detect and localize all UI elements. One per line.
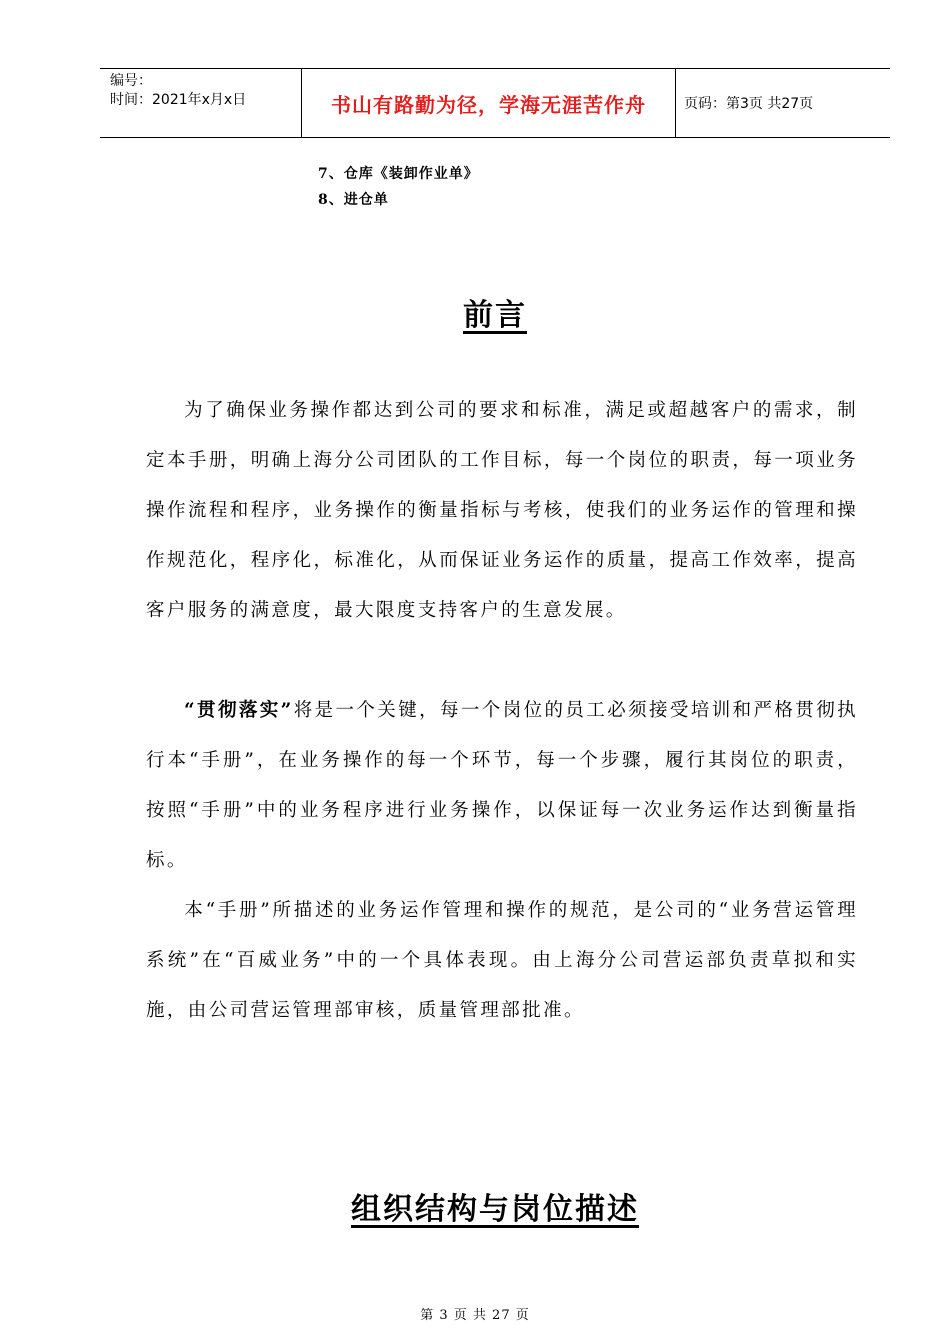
motto-text: 书山有路勤为径，学海无涯苦作舟	[331, 92, 646, 117]
time-label: 时间：2021年x月x日	[110, 92, 247, 108]
paragraph-3-text: 本“手册”所描述的业务运作管理和操作的规范，是公司的“业务营运管理系统”在“百威业务”中的一个具体表现。由上海分公司营运部负责草拟和实施，由公司营运管理部审核，质量管理部批准。	[146, 900, 858, 1021]
list-item: 7、仓库《装卸作业单》	[318, 166, 479, 182]
number-label: 编号：	[110, 73, 152, 89]
header-page-info	[676, 69, 890, 137]
page-header	[100, 68, 890, 138]
section-title-preface: 前言	[463, 298, 527, 333]
header-meta	[100, 69, 302, 137]
section-title-organization: 组织结构与岗位描述	[351, 1192, 639, 1227]
page-info-text: 页码：第3页 共27页	[684, 96, 814, 112]
paragraph-2	[146, 686, 858, 886]
paragraph-2-emphasis: “贯彻落实”	[184, 700, 294, 721]
list-item: 8、进仓单	[318, 192, 389, 208]
page-footer: 第 3 页 共 27 页	[420, 1308, 530, 1323]
paragraph-1	[146, 386, 858, 636]
paragraph-2-text: 将是一个关键，每一个岗位的员工必须接受培训和严格贯彻执行本“手册”，在业务操作的每一个环节，每一个步骤，履行其岗位的职责，按照“手册”中的业务程序进行业务操作，以保证每一次业务运作达到衡量指标。	[146, 700, 858, 871]
header-motto-cell	[302, 69, 676, 137]
paragraph-3	[146, 886, 858, 1036]
paragraph-1-text: 为了确保业务操作都达到公司的要求和标准，满足或超越客户的需求，制定本手册，明确上海分公司团队的工作目标，每一个岗位的职责，每一项业务操作流程和程序，业务操作的衡量指标与考核，使我们的业务运作的管理和操作规范化，程序化，标准化，从而保证业务运作的质量，提高工作效率，提高客户服务的满意度，最大限度支持客户的生意发展。	[146, 400, 858, 621]
